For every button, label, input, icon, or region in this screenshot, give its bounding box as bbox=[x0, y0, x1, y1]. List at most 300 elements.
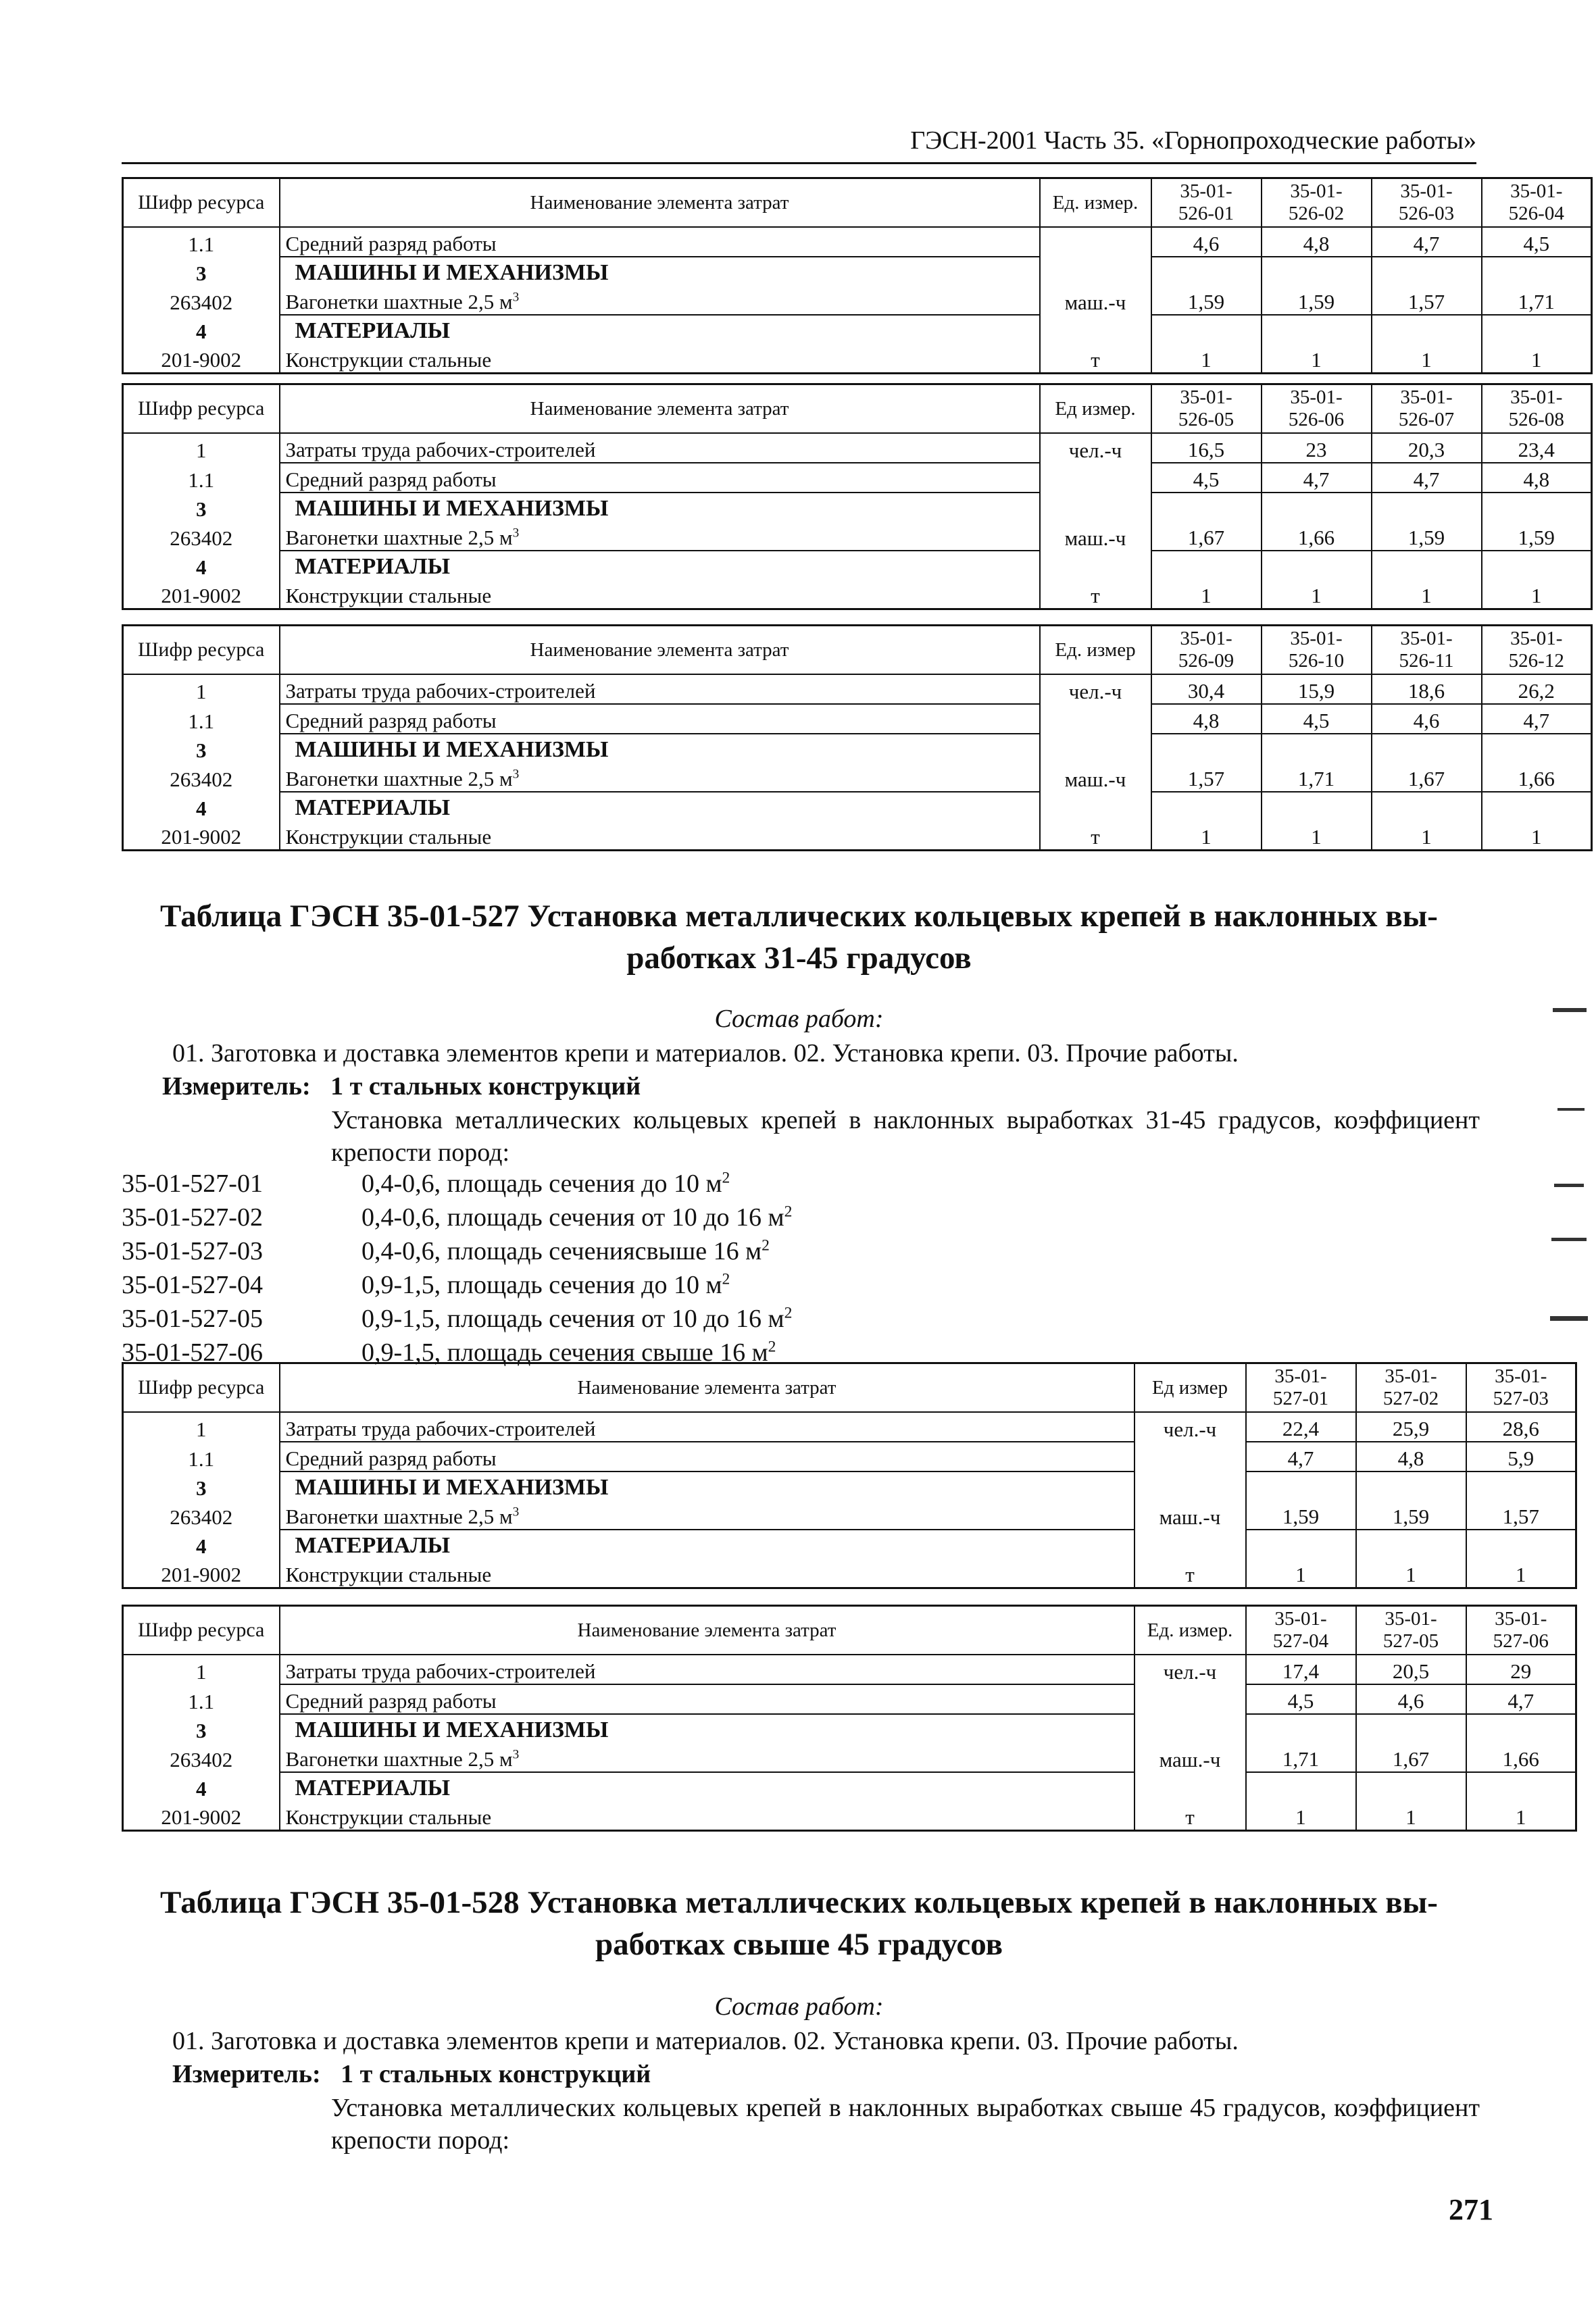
table-row bbox=[123, 674, 1592, 704]
column-header-name: Наименование элемента затрат bbox=[280, 178, 1040, 228]
column-header-norm: 35-01- 526-06 bbox=[1262, 384, 1372, 434]
resource-code: 1.1 bbox=[123, 704, 280, 734]
value-cell: 1 bbox=[1151, 821, 1262, 851]
column-header-norm: 35-01- 527-05 bbox=[1356, 1606, 1466, 1655]
column-header-unit: Ед. измер. bbox=[1040, 178, 1151, 228]
table-row bbox=[123, 821, 1592, 851]
value-cell: 1,67 bbox=[1151, 522, 1262, 551]
column-header-unit: Ед. измер bbox=[1040, 626, 1151, 675]
table-row bbox=[123, 763, 1592, 792]
column-header-name: Наименование элемента затрат bbox=[280, 1363, 1134, 1413]
resource-code: 4 bbox=[123, 551, 280, 580]
resource-code: 3 bbox=[123, 1472, 280, 1501]
unit-cell bbox=[1134, 1684, 1246, 1714]
value-cell: 4,8 bbox=[1262, 227, 1372, 257]
table-row bbox=[123, 522, 1592, 551]
value-cell: 29 bbox=[1466, 1655, 1576, 1684]
value-cell: 1,59 bbox=[1246, 1501, 1356, 1530]
value-cell bbox=[1372, 551, 1482, 580]
value-cell: 26,2 bbox=[1482, 674, 1592, 704]
value-cell: 4,8 bbox=[1482, 463, 1592, 493]
value-cell: 1,57 bbox=[1466, 1501, 1576, 1530]
norm-code: 35-01-527-05 bbox=[122, 1305, 263, 1333]
value-cell bbox=[1356, 1530, 1466, 1559]
value-cell bbox=[1482, 792, 1592, 821]
norm-code-item bbox=[122, 1268, 792, 1302]
resource-name: Вагонетки шахтные 2,5 $м^3$ bbox=[280, 1501, 1134, 1530]
resource-table bbox=[122, 1605, 1577, 1832]
norm-code-item bbox=[122, 1167, 792, 1201]
resource-code: 201-9002 bbox=[123, 1559, 280, 1588]
table-527-title-line2: работках 31-45 градусов bbox=[626, 940, 972, 976]
value-cell: 1 bbox=[1372, 821, 1482, 851]
norm-description: 0,4-0,6, площадь сечениясвыше 16 $м^2$ bbox=[361, 1236, 770, 1265]
value-cell: 1,67 bbox=[1356, 1743, 1466, 1772]
value-cell bbox=[1482, 734, 1592, 763]
value-cell bbox=[1151, 734, 1262, 763]
unit-cell: т bbox=[1134, 1801, 1246, 1831]
resource-code: 1 bbox=[123, 674, 280, 704]
resource-code: 263402 bbox=[123, 1743, 280, 1772]
table-527-title-line1: Таблица ГЭСН 35-01-527 Установка металлических кольцевых крепей в наклонных вы- bbox=[160, 899, 1438, 934]
unit-cell bbox=[1040, 493, 1151, 522]
column-header-norm: 35-01- 526-03 bbox=[1372, 178, 1482, 228]
resource-code: 3 bbox=[123, 1714, 280, 1743]
value-cell: 1,59 bbox=[1356, 1501, 1466, 1530]
table-row bbox=[123, 286, 1592, 315]
table-header-row bbox=[123, 178, 1592, 228]
value-cell: 28,6 bbox=[1466, 1412, 1576, 1442]
description-528: Установка металлических кольцевых крепей в наклонных выработках свыше 45 градусов, коэффициент крепости пород: bbox=[331, 2094, 1480, 2155]
column-header-norm: 35-01- 527-03 bbox=[1466, 1363, 1576, 1413]
column-header-norm: 35-01- 526-09 bbox=[1151, 626, 1262, 675]
resource-code: 263402 bbox=[123, 286, 280, 315]
value-cell bbox=[1482, 493, 1592, 522]
resource-name: Вагонетки шахтные 2,5 $м^3$ bbox=[280, 763, 1040, 792]
unit-cell: т bbox=[1040, 580, 1151, 609]
meter-value-528: 1 т стальных конструкций bbox=[341, 2060, 651, 2088]
resource-code: 1 bbox=[123, 1412, 280, 1442]
unit-cell: чел.-ч bbox=[1134, 1655, 1246, 1684]
table-row bbox=[123, 344, 1592, 374]
value-cell bbox=[1151, 792, 1262, 821]
unit-cell: чел.-ч bbox=[1040, 433, 1151, 463]
column-header-norm: 35-01- 526-05 bbox=[1151, 384, 1262, 434]
table-row bbox=[123, 792, 1592, 821]
value-cell bbox=[1246, 1714, 1356, 1743]
value-cell: 1 bbox=[1246, 1559, 1356, 1588]
running-header bbox=[122, 120, 1476, 164]
norm-code-item bbox=[122, 1336, 792, 1369]
column-header-norm: 35-01- 526-10 bbox=[1262, 626, 1372, 675]
table-row bbox=[123, 1772, 1576, 1801]
unit-cell: маш.-ч bbox=[1040, 286, 1151, 315]
value-cell: 1 bbox=[1372, 580, 1482, 609]
value-cell bbox=[1466, 1714, 1576, 1743]
value-cell: 5,9 bbox=[1466, 1442, 1576, 1472]
value-cell: 4,7 bbox=[1262, 463, 1372, 493]
value-cell: 1 bbox=[1482, 344, 1592, 374]
norm-description: 0,4-0,6, площадь сечения до 10 $м^2$ bbox=[361, 1169, 730, 1198]
value-cell: 1,66 bbox=[1466, 1743, 1576, 1772]
resource-name: Средний разряд работы bbox=[280, 1442, 1134, 1472]
section-heading: МАТЕРИАЛЫ bbox=[280, 1530, 1134, 1559]
resource-code: 1.1 bbox=[123, 1684, 280, 1714]
column-header-norm: 35-01- 526-07 bbox=[1372, 384, 1482, 434]
norm-code: 35-01-527-02 bbox=[122, 1203, 263, 1232]
column-header-code: Шифр ресурса bbox=[123, 626, 280, 675]
meter-label-527: Измеритель: bbox=[162, 1072, 311, 1101]
resource-table bbox=[122, 177, 1593, 374]
value-cell: 18,6 bbox=[1372, 674, 1482, 704]
table-row bbox=[123, 551, 1592, 580]
column-header-norm: 35-01- 527-04 bbox=[1246, 1606, 1356, 1655]
table-row bbox=[123, 704, 1592, 734]
column-header-unit: Ед измер. bbox=[1040, 384, 1151, 434]
unit-cell bbox=[1134, 1472, 1246, 1501]
unit-cell bbox=[1040, 257, 1151, 286]
value-cell bbox=[1466, 1530, 1576, 1559]
sostav-label-528: Состав работ: bbox=[714, 1992, 884, 2021]
norm-description: 0,9-1,5, площадь сечения до 10 $м^2$ bbox=[361, 1270, 730, 1299]
value-cell: 4,5 bbox=[1151, 463, 1262, 493]
value-cell: 4,7 bbox=[1372, 227, 1482, 257]
section-heading: МАШИНЫ И МЕХАНИЗМЫ bbox=[280, 493, 1040, 522]
resource-code: 263402 bbox=[123, 522, 280, 551]
value-cell: 1,59 bbox=[1372, 522, 1482, 551]
resource-code: 4 bbox=[123, 1772, 280, 1801]
unit-cell bbox=[1040, 315, 1151, 344]
value-cell: 15,9 bbox=[1262, 674, 1372, 704]
resource-name: Средний разряд работы bbox=[280, 227, 1040, 257]
norm-code: 35-01-527-01 bbox=[122, 1169, 263, 1198]
table-row bbox=[123, 1472, 1576, 1501]
value-cell bbox=[1372, 493, 1482, 522]
value-cell bbox=[1246, 1530, 1356, 1559]
resource-code: 201-9002 bbox=[123, 1801, 280, 1831]
table-row bbox=[123, 1442, 1576, 1472]
table-527-title bbox=[122, 895, 1476, 979]
section-heading: МАШИНЫ И МЕХАНИЗМЫ bbox=[280, 1472, 1134, 1501]
resource-name: Затраты труда рабочих-строителей bbox=[280, 433, 1040, 463]
table-row bbox=[123, 1501, 1576, 1530]
value-cell: 1 bbox=[1262, 344, 1372, 374]
resource-name: Затраты труда рабочих-строителей bbox=[280, 1412, 1134, 1442]
table-row bbox=[123, 315, 1592, 344]
resource-name: Затраты труда рабочих-строителей bbox=[280, 674, 1040, 704]
unit-cell bbox=[1040, 792, 1151, 821]
value-cell bbox=[1262, 315, 1372, 344]
table-row bbox=[123, 463, 1592, 493]
table-528-title bbox=[122, 1882, 1476, 1965]
column-header-norm: 35-01- 527-06 bbox=[1466, 1606, 1576, 1655]
resource-code: 1.1 bbox=[123, 1442, 280, 1472]
unit-cell: т bbox=[1134, 1559, 1246, 1588]
unit-cell bbox=[1134, 1442, 1246, 1472]
table-row bbox=[123, 1714, 1576, 1743]
value-cell: 1,71 bbox=[1262, 763, 1372, 792]
column-header-norm: 35-01- 527-01 bbox=[1246, 1363, 1356, 1413]
resource-name: Затраты труда рабочих-строителей bbox=[280, 1655, 1134, 1684]
value-cell bbox=[1262, 734, 1372, 763]
value-cell: 4,7 bbox=[1246, 1442, 1356, 1472]
value-cell: 1 bbox=[1372, 344, 1482, 374]
column-header-code: Шифр ресурса bbox=[123, 1363, 280, 1413]
column-header-code: Шифр ресурса bbox=[123, 1606, 280, 1655]
table-header-row bbox=[123, 384, 1592, 434]
scan-mark bbox=[1557, 1108, 1585, 1111]
column-header-norm: 35-01- 526-11 bbox=[1372, 626, 1482, 675]
column-header-unit: Ед. измер. bbox=[1134, 1606, 1246, 1655]
works-527: 01. Заготовка и доставка элементов крепи и материалов. 02. Установка крепи. 03. Прочие работы. bbox=[172, 1039, 1239, 1067]
value-cell bbox=[1372, 734, 1482, 763]
value-cell bbox=[1482, 551, 1592, 580]
column-header-norm: 35-01- 527-02 bbox=[1356, 1363, 1466, 1413]
resource-code: 4 bbox=[123, 1530, 280, 1559]
resource-code: 3 bbox=[123, 257, 280, 286]
section-heading: МАТЕРИАЛЫ bbox=[280, 1772, 1134, 1801]
resource-code: 1.1 bbox=[123, 463, 280, 493]
table-header-row bbox=[123, 1363, 1576, 1413]
value-cell: 1 bbox=[1466, 1559, 1576, 1588]
table-row bbox=[123, 1530, 1576, 1559]
value-cell: 23,4 bbox=[1482, 433, 1592, 463]
value-cell: 1,66 bbox=[1262, 522, 1372, 551]
scan-mark bbox=[1550, 1316, 1588, 1321]
table-row bbox=[123, 1559, 1576, 1588]
value-cell: 4,7 bbox=[1372, 463, 1482, 493]
table-row bbox=[123, 1743, 1576, 1772]
table-row bbox=[123, 433, 1592, 463]
value-cell: 22,4 bbox=[1246, 1412, 1356, 1442]
resource-code: 1.1 bbox=[123, 227, 280, 257]
section-heading: МАШИНЫ И МЕХАНИЗМЫ bbox=[280, 257, 1040, 286]
column-header-name: Наименование элемента затрат bbox=[280, 626, 1040, 675]
resource-code: 263402 bbox=[123, 763, 280, 792]
unit-cell: маш.-ч bbox=[1134, 1501, 1246, 1530]
resource-name: Конструкции стальные bbox=[280, 821, 1040, 851]
unit-cell bbox=[1040, 463, 1151, 493]
norm-description: 0,4-0,6, площадь сечения от 10 до 16 $м^2$ bbox=[361, 1203, 793, 1232]
column-header-norm: 35-01- 526-12 bbox=[1482, 626, 1592, 675]
value-cell bbox=[1482, 315, 1592, 344]
value-cell bbox=[1151, 315, 1262, 344]
value-cell bbox=[1262, 257, 1372, 286]
value-cell: 1 bbox=[1356, 1559, 1466, 1588]
value-cell bbox=[1151, 551, 1262, 580]
resource-table bbox=[122, 1362, 1577, 1589]
value-cell bbox=[1246, 1772, 1356, 1801]
value-cell: 4,5 bbox=[1246, 1684, 1356, 1714]
value-cell bbox=[1262, 792, 1372, 821]
unit-cell bbox=[1134, 1530, 1246, 1559]
value-cell: 17,4 bbox=[1246, 1655, 1356, 1684]
value-cell bbox=[1246, 1472, 1356, 1501]
table-528-title-line1: Таблица ГЭСН 35-01-528 Установка металлических кольцевых крепей в наклонных вы- bbox=[160, 1885, 1438, 1920]
value-cell: 4,8 bbox=[1151, 704, 1262, 734]
unit-cell bbox=[1040, 551, 1151, 580]
column-header-unit: Ед измер bbox=[1134, 1363, 1246, 1413]
unit-cell bbox=[1040, 734, 1151, 763]
column-header-code: Шифр ресурса bbox=[123, 384, 280, 434]
norm-code-item bbox=[122, 1201, 792, 1234]
running-title: ГЭСН-2001 Часть 35. «Горнопроходческие работы» bbox=[910, 126, 1476, 155]
resource-code: 201-9002 bbox=[123, 821, 280, 851]
unit-cell: маш.-ч bbox=[1040, 763, 1151, 792]
norm-code: 35-01-527-04 bbox=[122, 1271, 263, 1299]
meter-528 bbox=[172, 2059, 651, 2090]
norm-description: 0,9-1,5, площадь сечения от 10 до 16 $м^2$ bbox=[361, 1304, 793, 1333]
meter-value-527: 1 т стальных конструкций bbox=[330, 1072, 641, 1101]
resource-name: Конструкции стальные bbox=[280, 1801, 1134, 1831]
column-header-norm: 35-01- 526-08 bbox=[1482, 384, 1592, 434]
value-cell: 4,8 bbox=[1356, 1442, 1466, 1472]
value-cell: 1 bbox=[1151, 580, 1262, 609]
value-cell: 1,59 bbox=[1151, 286, 1262, 315]
resource-name: Вагонетки шахтные 2,5 $м^3$ bbox=[280, 286, 1040, 315]
column-header-norm: 35-01- 526-02 bbox=[1262, 178, 1372, 228]
value-cell: 1,57 bbox=[1151, 763, 1262, 792]
table-row bbox=[123, 1655, 1576, 1684]
table-528-title-line2: работках свыше 45 градусов bbox=[595, 1927, 1003, 1962]
value-cell: 4,5 bbox=[1262, 704, 1372, 734]
value-cell bbox=[1482, 257, 1592, 286]
value-cell: 1 bbox=[1482, 821, 1592, 851]
value-cell: 1 bbox=[1482, 580, 1592, 609]
resource-name: Вагонетки шахтные 2,5 $м^3$ bbox=[280, 522, 1040, 551]
table-row bbox=[123, 493, 1592, 522]
value-cell: 25,9 bbox=[1356, 1412, 1466, 1442]
value-cell: 1,67 bbox=[1372, 763, 1482, 792]
norm-code: 35-01-527-06 bbox=[122, 1338, 263, 1367]
value-cell: 1 bbox=[1262, 821, 1372, 851]
section-heading: МАТЕРИАЛЫ bbox=[280, 315, 1040, 344]
value-cell: 1 bbox=[1356, 1801, 1466, 1831]
norm-code: 35-01-527-03 bbox=[122, 1237, 263, 1265]
resource-code: 1 bbox=[123, 433, 280, 463]
column-header-norm: 35-01- 526-04 bbox=[1482, 178, 1592, 228]
resource-code: 3 bbox=[123, 493, 280, 522]
resource-code: 201-9002 bbox=[123, 580, 280, 609]
resource-name: Вагонетки шахтные 2,5 $м^3$ bbox=[280, 1743, 1134, 1772]
unit-cell bbox=[1040, 704, 1151, 734]
description-527: Установка металлических кольцевых крепей в наклонных выработках 31-45 градусов, коэффициент крепости пород: bbox=[331, 1106, 1480, 1167]
value-cell: 1 bbox=[1466, 1801, 1576, 1831]
norm-code-item bbox=[122, 1302, 792, 1336]
value-cell: 4,7 bbox=[1482, 704, 1592, 734]
value-cell bbox=[1356, 1714, 1466, 1743]
value-cell: 4,6 bbox=[1372, 704, 1482, 734]
scan-mark bbox=[1553, 1008, 1587, 1012]
scan-mark bbox=[1551, 1238, 1587, 1241]
scan-mark bbox=[1554, 1184, 1584, 1187]
resource-name: Средний разряд работы bbox=[280, 463, 1040, 493]
section-heading: МАШИНЫ И МЕХАНИЗМЫ bbox=[280, 734, 1040, 763]
value-cell bbox=[1466, 1472, 1576, 1501]
unit-cell bbox=[1134, 1714, 1246, 1743]
value-cell: 30,4 bbox=[1151, 674, 1262, 704]
column-header-name: Наименование элемента затрат bbox=[280, 1606, 1134, 1655]
unit-cell: чел.-ч bbox=[1040, 674, 1151, 704]
unit-cell bbox=[1134, 1772, 1246, 1801]
table-row bbox=[123, 734, 1592, 763]
unit-cell: маш.-ч bbox=[1134, 1743, 1246, 1772]
column-header-name: Наименование элемента затрат bbox=[280, 384, 1040, 434]
value-cell: 16,5 bbox=[1151, 433, 1262, 463]
value-cell bbox=[1372, 257, 1482, 286]
resource-code: 4 bbox=[123, 315, 280, 344]
unit-cell: маш.-ч bbox=[1040, 522, 1151, 551]
value-cell bbox=[1262, 551, 1372, 580]
norm-description: 0,9-1,5, площадь сечения свыше 16 $м^2$ bbox=[361, 1338, 776, 1367]
resource-name: Средний разряд работы bbox=[280, 704, 1040, 734]
section-heading: МАТЕРИАЛЫ bbox=[280, 551, 1040, 580]
value-cell: 1,66 bbox=[1482, 763, 1592, 792]
column-header-code: Шифр ресурса bbox=[123, 178, 280, 228]
value-cell: 1,71 bbox=[1482, 286, 1592, 315]
code-list-527 bbox=[122, 1167, 792, 1369]
value-cell: 4,7 bbox=[1466, 1684, 1576, 1714]
table-row bbox=[123, 580, 1592, 609]
table-header-row bbox=[123, 1606, 1576, 1655]
table-row bbox=[123, 257, 1592, 286]
column-header-norm: 35-01- 526-01 bbox=[1151, 178, 1262, 228]
resource-name: Средний разряд работы bbox=[280, 1684, 1134, 1714]
resource-name: Конструкции стальные bbox=[280, 1559, 1134, 1588]
value-cell: 23 bbox=[1262, 433, 1372, 463]
value-cell bbox=[1151, 257, 1262, 286]
value-cell: 20,3 bbox=[1372, 433, 1482, 463]
unit-cell: т bbox=[1040, 344, 1151, 374]
value-cell bbox=[1372, 315, 1482, 344]
value-cell bbox=[1466, 1772, 1576, 1801]
value-cell bbox=[1262, 493, 1372, 522]
unit-cell bbox=[1040, 227, 1151, 257]
value-cell bbox=[1356, 1772, 1466, 1801]
resource-name: Конструкции стальные bbox=[280, 580, 1040, 609]
norm-code-item bbox=[122, 1234, 792, 1268]
resource-code: 1 bbox=[123, 1655, 280, 1684]
meter-527 bbox=[162, 1071, 641, 1102]
page-number: 271 bbox=[1449, 2193, 1493, 2226]
table-row bbox=[123, 1412, 1576, 1442]
value-cell: 1 bbox=[1246, 1801, 1356, 1831]
section-heading: МАТЕРИАЛЫ bbox=[280, 792, 1040, 821]
value-cell: 4,6 bbox=[1151, 227, 1262, 257]
resource-code: 4 bbox=[123, 792, 280, 821]
unit-cell: т bbox=[1040, 821, 1151, 851]
table-row bbox=[123, 1684, 1576, 1714]
works-528: 01. Заготовка и доставка элементов крепи и материалов. 02. Установка крепи. 03. Прочие работы. bbox=[172, 2027, 1239, 2055]
table-row bbox=[123, 1801, 1576, 1831]
value-cell: 1,71 bbox=[1246, 1743, 1356, 1772]
value-cell: 20,5 bbox=[1356, 1655, 1466, 1684]
section-heading: МАШИНЫ И МЕХАНИЗМЫ bbox=[280, 1714, 1134, 1743]
resource-code: 201-9002 bbox=[123, 344, 280, 374]
value-cell: 1 bbox=[1151, 344, 1262, 374]
sostav-label-527: Состав работ: bbox=[714, 1005, 884, 1033]
value-cell: 4,6 bbox=[1356, 1684, 1466, 1714]
value-cell: 1,57 bbox=[1372, 286, 1482, 315]
resource-code: 3 bbox=[123, 734, 280, 763]
value-cell: 1,59 bbox=[1482, 522, 1592, 551]
resource-name: Конструкции стальные bbox=[280, 344, 1040, 374]
meter-label-528: Измеритель: bbox=[172, 2060, 321, 2088]
table-header-row bbox=[123, 626, 1592, 675]
resource-table bbox=[122, 383, 1593, 610]
resource-table bbox=[122, 624, 1593, 851]
value-cell: 1 bbox=[1262, 580, 1372, 609]
